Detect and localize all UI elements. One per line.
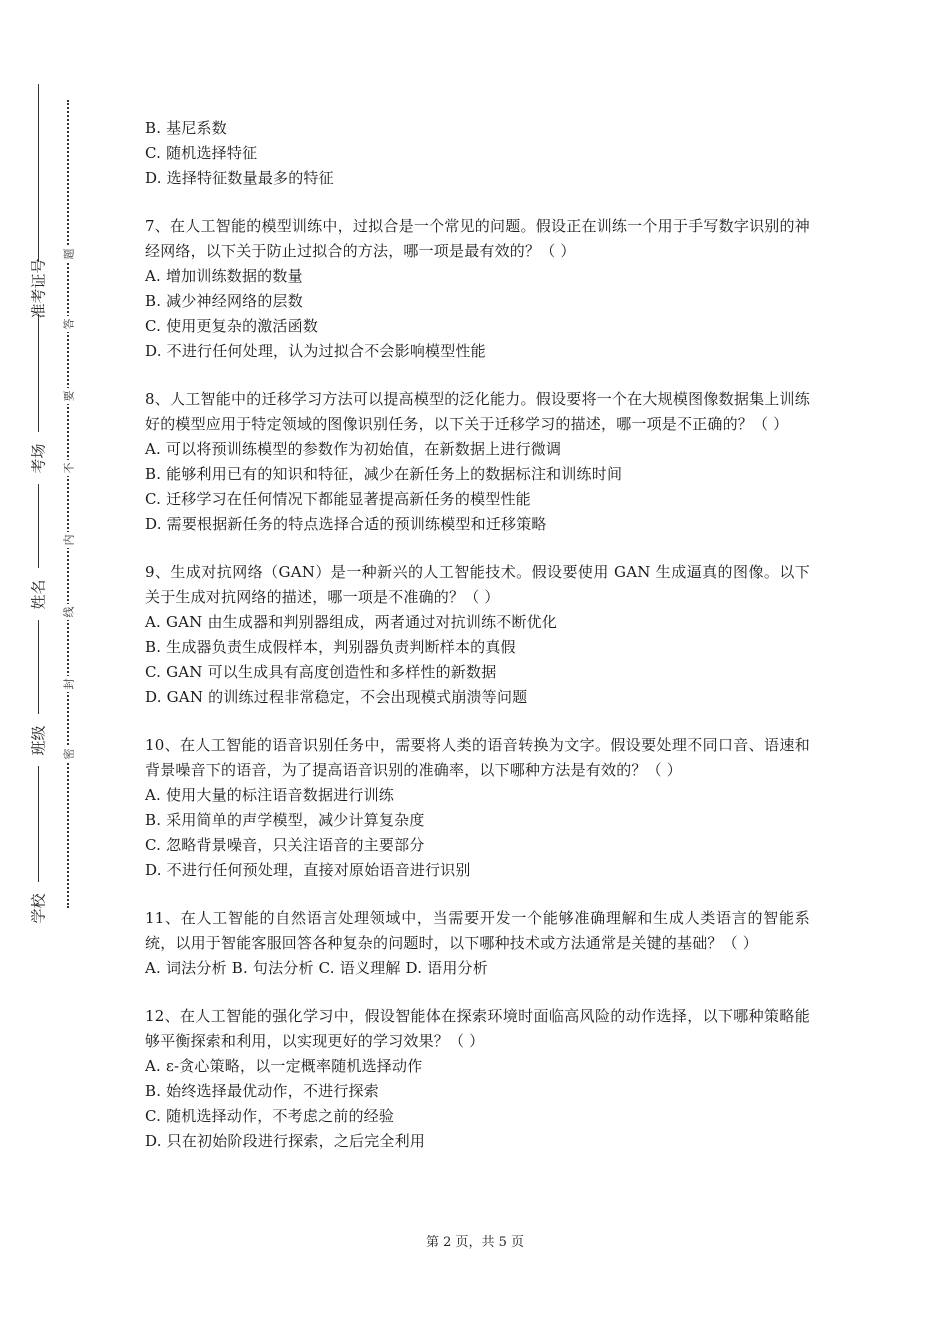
option: D. 需要根据新任务的特点选择合适的预训练模型和迁移策略: [145, 515, 547, 533]
option: B. 采用简单的声学模型，减少计算复杂度: [145, 811, 425, 829]
page-number: 第 2 页，共 5 页: [425, 1235, 525, 1250]
option: B. 减少神经网络的层数: [145, 292, 303, 310]
question-9: [145, 560, 810, 710]
field-school: [22, 882, 54, 934]
field-name: [22, 568, 54, 620]
option: C. 忽略背景噪音，只关注语音的主要部分: [145, 836, 425, 854]
option: A. ε-贪心策略，以一定概率随机选择动作: [145, 1057, 423, 1075]
option: B. 基尼系数: [145, 119, 227, 137]
option: A. 使用大量的标注语音数据进行训练: [145, 786, 394, 804]
option: A. 可以将预训练模型的参数作为初始值，在新数据上进行微调: [145, 440, 562, 458]
option: C. GAN 可以生成具有高度创造性和多样性的新数据: [145, 663, 497, 681]
question-7: [145, 214, 810, 364]
question-12: [145, 1004, 810, 1154]
option: D. 选择特征数量最多的特征: [145, 169, 334, 187]
field-school-label: 学校: [29, 892, 48, 924]
question-stem: 9、生成对抗网络（GAN）是一种新兴的人工智能技术。假设要使用 GAN 生成逼真的图像。以下关于生成对抗网络的描述，哪一项是不准确的？（ ）: [145, 563, 810, 606]
option: B. 生成器负责生成假样本，判别器负责判断样本的真假: [145, 638, 516, 656]
option: B. 始终选择最优动作，不进行探索: [145, 1082, 379, 1100]
question-6-continued: [145, 116, 810, 191]
question-stem: 8、人工智能中的迁移学习方法可以提高模型的泛化能力。假设要将一个在大规模图像数据集上训练好的模型应用于特定领域的图像识别任务，以下关于迁移学习的描述，哪一项是不正确的？（ ）: [145, 390, 810, 433]
field-class-label: 班级: [29, 724, 48, 756]
question-8: [145, 387, 810, 537]
seal-dotted-line: [67, 100, 69, 908]
binding-solid-line: [38, 84, 39, 930]
option: D. 不进行任何预处理，直接对原始语音进行识别: [145, 861, 471, 879]
question-stem: 11、在人工智能的自然语言处理领域中，当需要开发一个能够准确理解和生成人类语言的智能系统，以用于智能客服回答各种复杂的问题时，以下哪种技术或方法通常是关键的基础？（ ）: [145, 909, 810, 952]
seal-char: 内: [59, 532, 77, 548]
seal-char: 题: [59, 246, 77, 262]
binding-margin: [0, 0, 90, 1344]
field-admission-number: [22, 257, 54, 319]
option: D. GAN 的训练过程非常稳定，不会出现模式崩溃等问题: [145, 688, 528, 706]
seal-char: 线: [59, 604, 77, 620]
seal-char: 不: [59, 460, 77, 476]
option: A. 词法分析 B. 句法分析 C. 语义理解 D. 语用分析: [145, 959, 488, 977]
option: A. 增加训练数据的数量: [145, 267, 303, 285]
option: D. 只在初始阶段进行探索，之后完全利用: [145, 1132, 426, 1150]
option: C. 随机选择特征: [145, 144, 258, 162]
seal-char: 密: [59, 746, 77, 762]
option: C. 使用更复杂的激活函数: [145, 317, 319, 335]
question-10: [145, 733, 810, 883]
question-stem: 7、在人工智能的模型训练中，过拟合是一个常见的问题。假设正在训练一个用于手写数字识别的神经网络，以下关于防止过拟合的方法，哪一项是最有效的？（ ）: [145, 217, 810, 260]
field-class: [22, 714, 54, 766]
seal-char: 答: [59, 316, 77, 332]
question-stem: 12、在人工智能的强化学习中，假设智能体在探索环境时面临高风险的动作选择，以下哪种策略能够平衡探索和利用，以实现更好的学习效果？（ ）: [145, 1007, 810, 1050]
question-list: [145, 116, 810, 1177]
option: D. 不进行任何处理，认为过拟合不会影响模型性能: [145, 342, 486, 360]
seal-char: 封: [59, 676, 77, 692]
question-11: [145, 906, 810, 981]
option: B. 能够利用已有的知识和特征，减少在新任务上的数据标注和训练时间: [145, 465, 623, 483]
question-stem: 10、在人工智能的语音识别任务中，需要将人类的语音转换为文字。假设要处理不同口音、语速和背景噪音下的语音，为了提高语音识别的准确率，以下哪种方法是有效的？（ ）: [145, 736, 810, 779]
field-exam-room: [22, 432, 54, 484]
option: C. 随机选择动作，不考虑之前的经验: [145, 1107, 395, 1125]
field-exam-room-label: 考场: [29, 442, 48, 474]
option: A. GAN 由生成器和判别器组成，两者通过对抗训练不断优化: [145, 613, 558, 631]
option: C. 迁移学习在任何情况下都能显著提高新任务的模型性能: [145, 490, 531, 508]
field-name-label: 姓名: [29, 578, 48, 610]
field-admission-number-label: 准考证号: [29, 257, 48, 319]
seal-char: 要: [59, 388, 77, 404]
